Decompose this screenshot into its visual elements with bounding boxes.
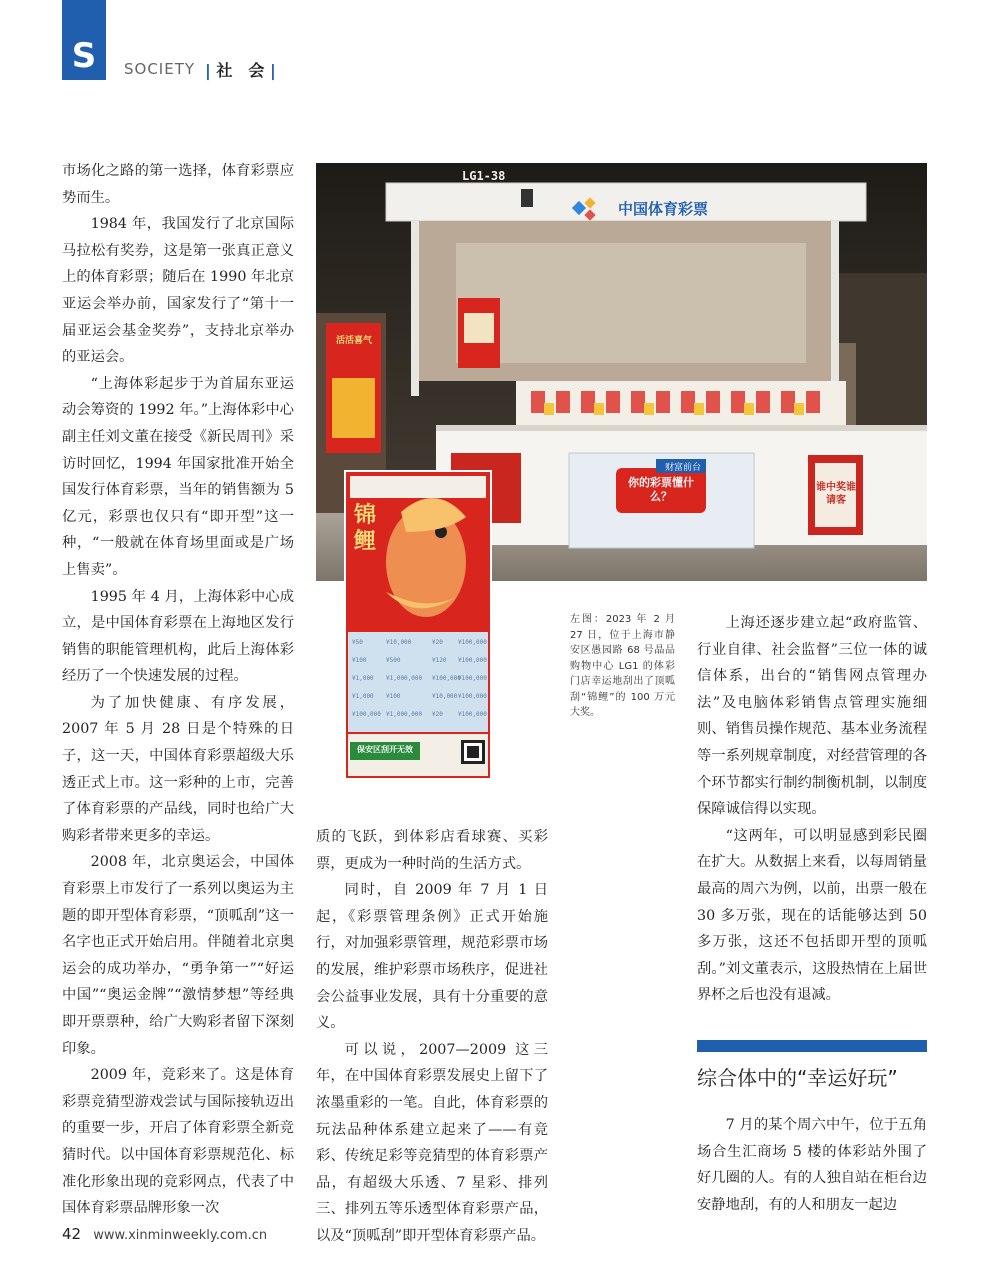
- paragraph: 7 月的某个周六中午，位于五角场合生汇商场 5 楼的体彩站外围了好几圈的人。有的人独自站在柜台边安静地刮，有的人和朋友一起边: [697, 1117, 927, 1213]
- ticket-title: 锦鲤: [354, 502, 377, 554]
- paragraph: “上海体彩起步于为首届东亚运动会筹资的 1992 年。”上海体彩中心副主任刘文董在接受《新民周刊》采访时回忆，1994 年国家批准开始全国发行体育彩票，当年的销售额为 5 亿元，彩票也仅只有“即开型”这一种，“一般就在体育场里面或是广场上售卖”。: [62, 375, 294, 578]
- left-poster-text: 活活喜气: [335, 336, 372, 346]
- paragraph: 同时，自 2009 年 7 月 1 日起，《彩票管理条例》正式开始施行，对加强彩票管理，规范彩票市场的发展，维护彩票市场秩序，促进社会公益事业发展，具有十分重要的意义。: [316, 882, 548, 1032]
- paragraph: 2009 年，竞彩来了。这是体育彩票竞猜型游戏尝试与国际接轨迈出的重要一步，开启了体育彩票全新竞猜时代。以中国体育彩票规范化、标准化形象出现的竞彩网点，代表了中国体育彩票品牌形象一次: [62, 1067, 294, 1217]
- paragraph: 2008 年，北京奥运会，中国体育彩票上市发行了一系列以奥运为主题的即开型体育彩票，“顶呱刮”这一名字也正式开始启用。伴随着北京奥运会的成功举办，“勇争第一”“好运中国”“奥运金牌”“激情梦想”等经典即开票票种，给广大购彩者留下深刻印象。: [62, 854, 294, 1057]
- svg-text:¥10,000: ¥10,000: [432, 693, 458, 700]
- paragraph: 质的飞跃，到体彩店看球赛、买彩票，更成为一种时尚的生活方式。: [316, 829, 548, 872]
- section-name-cn: | 社 会 |: [205, 61, 276, 80]
- photo-caption: 左图：2023 年 2 月 27 日，位于上海市静安区愚园路 68 号晶品购物中心 LG1 的体彩门店幸运地刮出了顶呱刮“锦鲤”的 100 万元大奖。: [570, 614, 675, 718]
- svg-text:¥100: ¥100: [352, 657, 367, 664]
- section-letter: S: [71, 36, 97, 76]
- section-name-en: SOCIETY: [124, 60, 196, 78]
- screen-tag-text: 财富前台: [664, 463, 701, 473]
- paragraph: 1984 年，我国发行了北京国际马拉松有奖券，这是第一张真正意义上的体育彩票；随后在 1990 年北京亚运会举办前，国家发行了“第十一届亚运会基金奖券”，支持北京举办的亚运会。: [62, 216, 294, 366]
- section-name-cn-text: 社 会: [216, 61, 265, 80]
- screen-headline-text: 你的彩票懂什么？: [628, 476, 694, 503]
- svg-text:¥100,000: ¥100,000: [458, 711, 487, 718]
- scratch-ticket-photo: [344, 470, 492, 780]
- paragraph: 为了加快健康、有序发展，2007 年 5 月 28 日是个特殊的日子，这一天，中国体育彩票超级大乐透正式上市。这一彩种的上市，完善了体育彩票的产品线，同时也给广大购彩者带来更多的幸运。: [62, 694, 294, 844]
- right-poster-text: 谁中奖谁请客: [816, 482, 856, 506]
- paragraph: 上海还逐步建立起“政府监管、行业自律、社会监督”三位一体的诚信体系，出台的“销售网点管理办法”及电脑体彩销售点管理实施细则、销售员操作规范、基本业务流程等一系列规章制度，对经营管理的各个环节都实行制约制衡机制，以制度保障诚信得以实现。: [697, 615, 927, 818]
- svg-text:¥100: ¥100: [386, 693, 401, 700]
- subheading: 综合体中的“幸运好玩”: [697, 1066, 898, 1090]
- svg-text:¥1,000,000: ¥1,000,000: [386, 675, 423, 682]
- text-column-1: [62, 158, 294, 1222]
- svg-text:¥1,000: ¥1,000: [352, 675, 374, 682]
- text-column-3: [697, 610, 927, 1009]
- svg-text:¥120: ¥120: [432, 657, 447, 664]
- svg-text:¥100,000: ¥100,000: [458, 675, 487, 682]
- paragraph: 可以说，2007—2009 这三年，在中国体育彩票发展史上留下了浓墨重彩的一笔。自此，体育彩票的玩法品种体系建立起来了——有竞彩、传统足彩等竞猜型的体育彩票产品，有超级大乐透、7 星彩、排列三、排列五等乐透型体育彩票产品，以及“顶呱刮”即开型体育彩票产品。: [316, 1041, 548, 1244]
- svg-text:¥1,000,000: ¥1,000,000: [386, 711, 423, 718]
- svg-text:¥100,000: ¥100,000: [432, 675, 461, 682]
- svg-text:¥50: ¥50: [352, 639, 363, 646]
- section-letter-badge: [62, 0, 106, 80]
- paragraph: 1995 年 4 月，上海体彩中心成立，是中国体育彩票在上海地区发行销售的职能管理机构，此后上海体彩经历了一个快速发展的过程。: [62, 588, 294, 685]
- svg-text:¥100,000: ¥100,000: [352, 711, 381, 718]
- text-column-2: [316, 824, 548, 1250]
- svg-text:¥1,000: ¥1,000: [352, 693, 374, 700]
- svg-text:¥20: ¥20: [432, 711, 443, 718]
- text-column-4: [697, 1112, 927, 1218]
- website-url: www.xinminweekly.com.cn: [93, 1228, 268, 1243]
- subheading-bar: [697, 1040, 927, 1052]
- svg-text:¥100,000: ¥100,000: [458, 657, 487, 664]
- store-code-label: LG1-38: [462, 169, 506, 183]
- svg-text:¥100,000: ¥100,000: [458, 639, 487, 646]
- ticket-bottom-text: 保安区刮开无效: [357, 745, 413, 754]
- paragraph: “这两年，可以明显感到彩民圈在扩大。从数据上来看，以每周销量最高的周六为例，以前，出票一般在 30 多万张，现在的话能够达到 50 多万张，这还不包括即开型的顶呱刮。”刘文董表示，这股热情在上届世界杯之后也没有退减。: [697, 827, 927, 1004]
- svg-text:¥500: ¥500: [386, 657, 401, 664]
- page-number: 42: [62, 1225, 82, 1243]
- store-sign-text: 中国体育彩票: [618, 200, 709, 218]
- svg-text:¥10,000: ¥10,000: [386, 639, 412, 646]
- svg-text:¥100,000: ¥100,000: [458, 693, 487, 700]
- page-footer: [62, 1225, 267, 1243]
- paragraph: 市场化之路的第一选择，体育彩票应势而生。: [62, 163, 294, 206]
- svg-text:¥20: ¥20: [432, 639, 443, 646]
